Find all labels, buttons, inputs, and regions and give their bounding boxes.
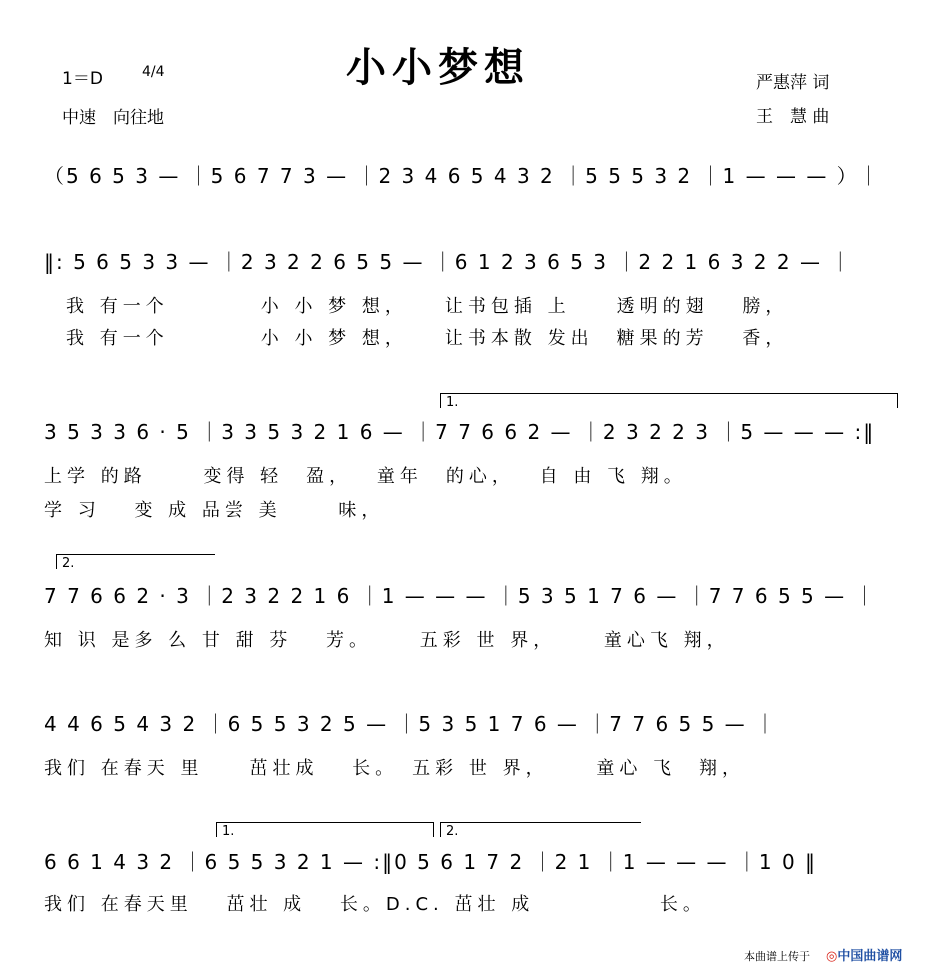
lyric-row-2-verse-2: 我 有一个 小 小 梦 想， 让书本散 发出 糖果的芳 香， [66, 328, 789, 349]
tempo-mood: 中速 向往地 [62, 108, 164, 128]
ending-number: 1. [446, 395, 459, 410]
composer-credit: 王 慧 曲 [756, 107, 830, 127]
key-signature: 1＝D [62, 69, 103, 89]
time-signature: 4/4 [142, 64, 165, 80]
lyric-row-5: 我们 在春天 里 茁壮成 长。 五彩 世 界， 童心 飞 翔， [44, 758, 746, 779]
first-ending-bracket-row-6 [216, 822, 434, 837]
lyric-row-6: 我们 在春天里 茁壮 成 长。D.C. 茁壮 成 长。 [44, 894, 706, 915]
ending-number: 2. [62, 556, 75, 571]
notation-row-1: （5 6 5 3 — ｜5 6 7 7 3 — ｜2 3 4 6 5 4 3 2 ｜5 5 5 3 2 ｜1 — — — ）｜ [44, 164, 881, 188]
notation-row-4: 7 7 6 6 2 · 3 ｜2 3 2 2 1 6 ｜1 — — — ｜5 3 5 1 7 6 — ｜7 7 6 5 5 — ｜ [44, 584, 877, 608]
site-logo-text: 中国曲谱网 [837, 949, 903, 964]
notation-row-3: 3 5 3 3 6 · 5 ｜3 3 5 3 2 1 6 — ｜7 7 6 6 2 — ｜2 3 2 2 3 ｜5 — — — :‖ [44, 420, 876, 444]
lyric-row-2-verse-1: 我 有一个 小 小 梦 想， 让书包插 上 透明的翅 膀， [66, 296, 789, 317]
lyric-row-3-verse-1: 上学 的路 变得 轻 盈， 童年 的心， 自 由 飞 翔。 [44, 466, 687, 487]
site-logo [826, 945, 902, 964]
second-ending-bracket-row-4 [56, 554, 215, 569]
site-logo-mark: ◎ [826, 949, 838, 964]
lyric-row-3-verse-2: 学 习 变 成 品尝 美 味， [44, 500, 385, 521]
second-ending-bracket-row-6 [440, 822, 641, 837]
notation-row-6: 6 6 1 4 3 2 ｜6 5 5 3 2 1 — :‖0 5 6 1 7 2 ｜2 1 ｜1 — — — ｜1 0 ‖ [44, 850, 818, 874]
lyricist-credit: 严惠萍 词 [756, 73, 830, 93]
upload-note: 本曲谱上传于 [744, 950, 810, 963]
ending-number: 2. [446, 824, 459, 839]
first-ending-bracket-row-3 [440, 393, 898, 408]
ending-number: 1. [222, 824, 235, 839]
song-title: 小小梦想 [346, 45, 530, 91]
notation-row-2: ‖: 5 6 5 3 3 — ｜2 3 2 2 6 5 5 — ｜6 1 2 3 6 5 3 ｜2 2 1 6 3 2 2 — ｜ [44, 250, 853, 274]
lyric-row-4: 知 识 是多 么 甘 甜 芬 芳。 五彩 世 界， 童心飞 翔， [44, 630, 730, 651]
notation-row-5: 4 4 6 5 4 3 2 ｜6 5 5 3 2 5 — ｜5 3 5 1 7 6 — ｜7 7 6 5 5 — ｜ [44, 712, 778, 736]
